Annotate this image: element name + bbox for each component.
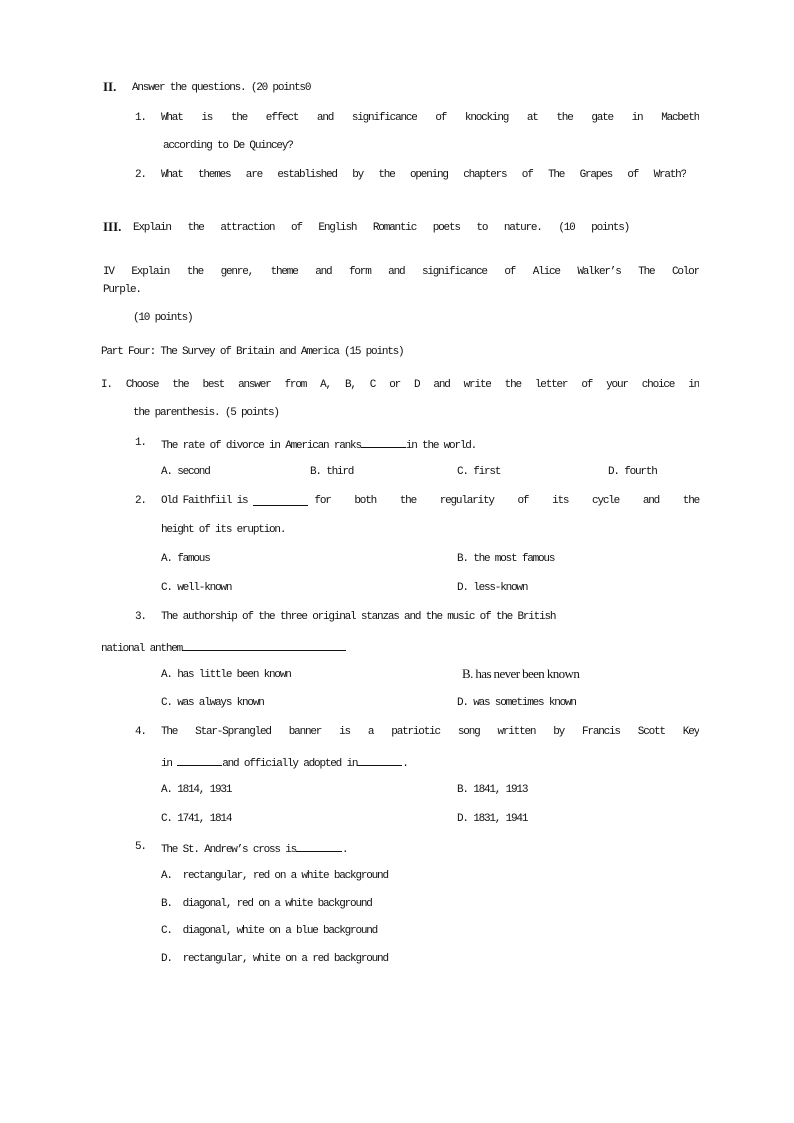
option: A. famous <box>161 553 210 565</box>
option: C. first <box>457 466 501 478</box>
instructions: I. Choose the best answer from A, B, C or D and write the letter of your choice in <box>101 379 699 391</box>
section-3-number: III. <box>103 219 122 234</box>
answer-blank <box>182 639 346 651</box>
option: A. rectangular, red on a white background <box>161 870 388 882</box>
option: D. less-known <box>457 582 528 594</box>
answer-blank <box>253 494 308 506</box>
question-number: 4. <box>135 726 146 738</box>
question-text: What is the effect and significance of knocking at the gate in Macbeth <box>161 112 699 124</box>
question-text-part: national anthem <box>101 643 183 655</box>
section-4-text: IV Explain the genre, theme and form and significance of Alice Walker’s The Color <box>103 266 699 278</box>
question-number: 2. <box>135 495 146 507</box>
question-text-part: The St. Andrew’s cross is <box>161 844 297 856</box>
option: C. well-known <box>161 582 232 594</box>
question-text-part: for both the regularity of its cycle and the <box>314 495 699 507</box>
question-text <box>161 840 347 854</box>
question-text: The authorship of the three original stanzas and the music of the British <box>161 611 556 623</box>
option: D. fourth <box>608 466 657 478</box>
answer-blank <box>177 754 222 766</box>
section-2-number: II. <box>103 79 117 94</box>
question-text: according to De Quincey? <box>163 140 293 152</box>
option: B. diagonal, red on a white background <box>161 898 372 910</box>
question-text-part: Old Faithfiil is <box>161 495 248 507</box>
question-text-part: and officially adopted in <box>222 758 358 770</box>
question-text-part: . <box>342 844 348 856</box>
answer-blank <box>296 840 342 852</box>
question-number: 2. <box>135 169 146 181</box>
option: A. has little been known <box>161 669 291 681</box>
option: A. second <box>161 466 210 478</box>
section-3-text: Explain the attraction of English Romantic poets to nature. (10 points) <box>133 222 629 234</box>
option: B. 1841, 1913 <box>457 784 528 796</box>
question-text-part: in <box>161 758 172 770</box>
question-text-part: . <box>402 758 408 770</box>
question-text <box>101 639 346 653</box>
option: B. third <box>310 466 354 478</box>
option: B. the most famous <box>457 553 555 565</box>
question-text: The Star-Sprangled banner is a patriotic song written by Francis Scott Key <box>161 726 699 738</box>
option: A. 1814, 1931 <box>161 784 232 796</box>
question-number: 5. <box>135 841 146 853</box>
question-text: What themes are established by the opening chapters of The Grapes of Wrath? <box>161 169 686 181</box>
question-text <box>161 754 408 768</box>
option: C. diagonal, white on a blue background <box>161 925 378 937</box>
option: C. was always known <box>161 697 264 709</box>
option: D. rectangular, white on a red background <box>161 953 388 965</box>
option: C. 1741, 1814 <box>161 813 232 825</box>
question-number: 1. <box>135 437 146 449</box>
question-number: 1. <box>135 112 146 124</box>
section-2-title: Answer the questions. (20 points0 <box>132 82 311 94</box>
option: D. was sometimes known <box>457 697 576 709</box>
question-text-part: The rate of divorce in American ranks <box>161 440 361 452</box>
instructions: the parenthesis. (5 points) <box>133 407 279 419</box>
question-text <box>161 436 476 450</box>
question-text: height of its eruption. <box>161 524 286 536</box>
answer-blank <box>357 754 402 766</box>
part-four-title: Part Four: The Survey of Britain and America (15 points) <box>101 346 404 358</box>
question-text <box>161 494 699 508</box>
section-4-text: Purple. <box>103 284 141 296</box>
question-number: 3. <box>135 611 146 623</box>
section-4-points: (10 points) <box>133 312 193 324</box>
option: D. 1831, 1941 <box>457 813 528 825</box>
answer-blank <box>361 436 406 448</box>
option: B. has never been known <box>462 666 580 681</box>
question-text-part: in the world. <box>405 440 477 452</box>
